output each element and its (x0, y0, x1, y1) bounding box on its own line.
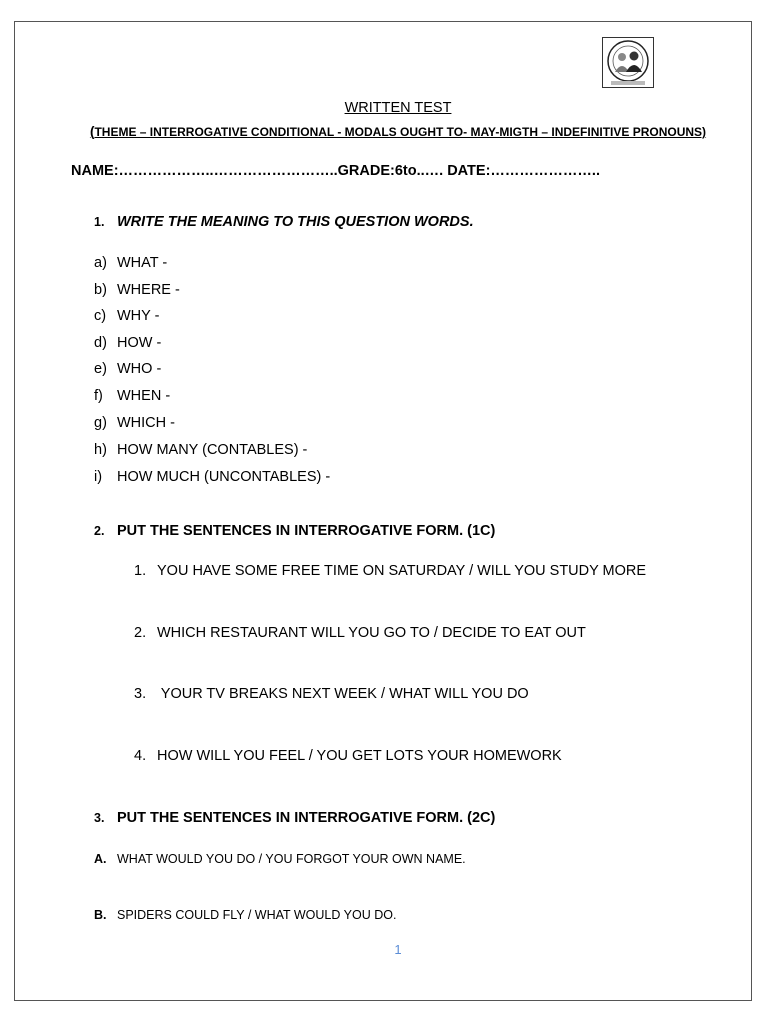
school-seal-icon (602, 37, 654, 88)
list-item: 1. YOU HAVE SOME FREE TIME ON SATURDAY / WILL YOU STUDY MORE (134, 563, 647, 579)
list-item: e) WHO - (94, 361, 162, 377)
list-item: f) WHEN - (94, 388, 171, 404)
list-item: c) WHY - (94, 308, 160, 324)
list-item: B. SPIDERS COULD FLY / WHAT WOULD YOU DO. (94, 908, 397, 922)
list-item: b) WHERE - (94, 282, 180, 298)
page-title: WRITTEN TEST (344, 100, 452, 116)
section-2-heading (94, 522, 495, 540)
list-item: h) HOW MANY (CONTABLES) - (94, 442, 308, 458)
list-item: 2. WHICH RESTAURANT WILL YOU GO TO / DECIDE TO EAT OUT (134, 625, 586, 641)
section-2-title: PUT THE SENTENCES IN INTERROGATIVE FORM. (1C) (117, 523, 496, 539)
name-grade-date-line: NAME:………………..……………………..GRADE:6to..…. DATE:………………….. (71, 163, 600, 179)
section-3-title: PUT THE SENTENCES IN INTERROGATIVE FORM. (2C) (117, 810, 496, 826)
list-item: g) WHICH - (94, 415, 175, 431)
list-item: i) HOW MUCH (UNCONTABLES) - (94, 469, 331, 485)
section-1-title: WRITE THE MEANING TO THIS QUESTION WORDS. (117, 214, 474, 230)
list-item: 3. YOUR TV BREAKS NEXT WEEK / WHAT WILL YOU DO (134, 686, 529, 702)
list-item: A. WHAT WOULD YOU DO / YOU FORGOT YOUR OWN NAME. (94, 852, 466, 866)
section-3-heading (94, 809, 495, 827)
list-item: a) WHAT - (94, 255, 168, 271)
section-1-heading (94, 213, 474, 231)
list-item: d) HOW - (94, 335, 162, 351)
list-item: 4. HOW WILL YOU FEEL / YOU GET LOTS YOUR HOMEWORK (134, 748, 562, 764)
section-3-number: 3. (94, 811, 105, 825)
subtitle-text: THEME – INTERROGATIVE CONDITIONAL - MODALS OUGHT TO- MAY-MIGTH – INDEFINITIVE PRONOUNS) (94, 125, 707, 139)
page-number: 1 (394, 942, 402, 957)
section-1-number: 1. (94, 215, 105, 229)
subtitle-paren: ( (89, 124, 95, 139)
page-subtitle (0, 124, 768, 139)
section-2-number: 2. (94, 524, 105, 538)
